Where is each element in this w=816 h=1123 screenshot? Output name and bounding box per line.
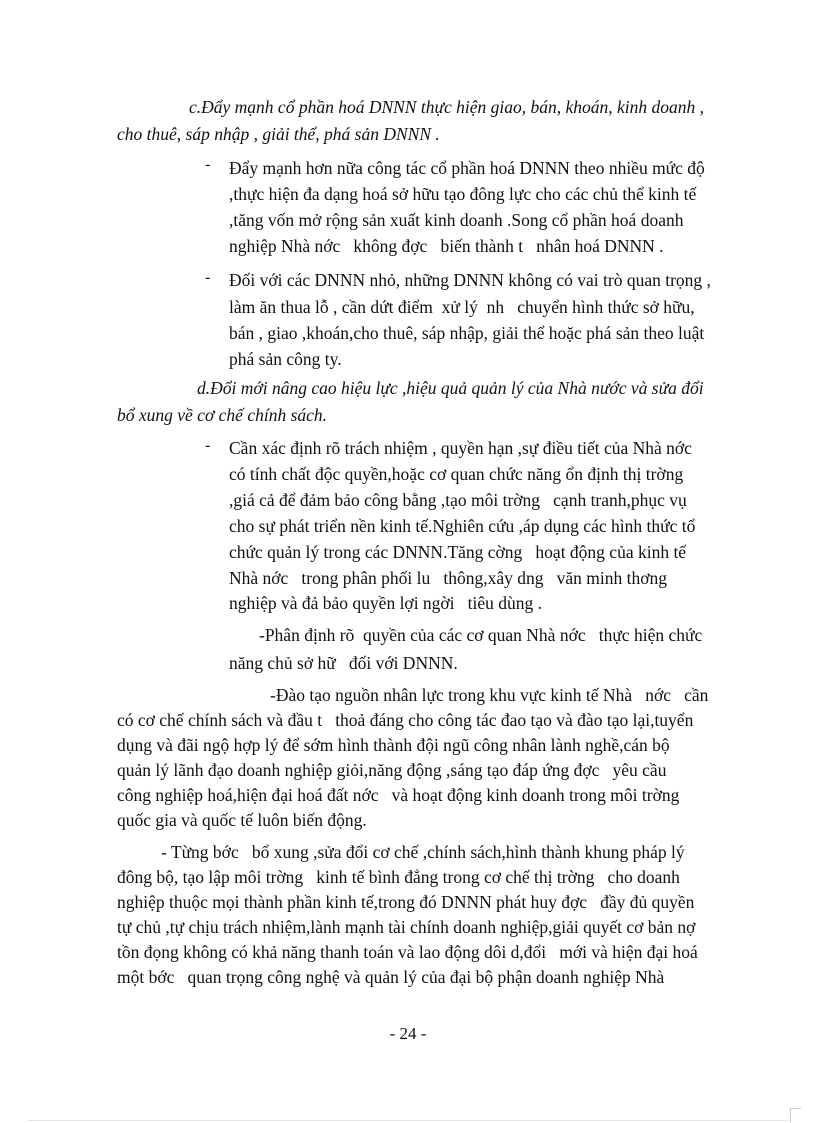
bullet-c2-line-1: Đối với các DNNN nhỏ, những DNNN không có vai trò quan trọng , xyxy=(229,270,711,290)
page-corner-mark xyxy=(790,1108,801,1123)
bullet-d1-line-6: Nhà nớc trong phân phối lu thông,xây dng văn minh thơng xyxy=(229,568,667,588)
para-daotao-line-1: -Đào tạo nguồn nhân lực trong khu vực kinh tế Nhà nớc cần xyxy=(270,685,709,705)
bullet-marker: - xyxy=(205,437,211,454)
para-phandinh-line-1: -Phân định rõ quyền của các cơ quan Nhà nớc thực hiện chức xyxy=(259,625,703,645)
bullet-c2-line-2: làm ăn thua lỗ , cần dứt điểm xử lý nh chuyển hình thức sở hữu, xyxy=(229,297,695,317)
para-tungbuoc-line-4: tự chủ ,tự chịu trách nhiệm,lành mạnh tài chính doanh nghiệp,giải quyết cơ bản nợ xyxy=(117,917,696,937)
para-tungbuoc-line-6: một bớc quan trọng công nghệ và quản lý của đại bộ phận doanh nghiệp Nhà xyxy=(117,967,665,987)
para-tungbuoc-line-3: nghiệp thuộc mọi thành phần kinh tế,trong đó DNNN phát huy đợc đầy đủ quyền xyxy=(117,892,695,912)
bullet-d1-line-7: nghiệp và đả bảo quyền lợi ngời tiêu dùng . xyxy=(229,593,543,613)
heading-d-line-2: bổ xung về cơ chế chính sách. xyxy=(117,405,328,425)
para-daotao-line-2: có cơ chế chính sách và đầu t thoả đáng cho công tác đao tạo và đào tạo lại,tuyển xyxy=(117,710,694,730)
page-number: - 24 - xyxy=(389,1024,427,1043)
bullet-c2-line-4: phá sản công ty. xyxy=(229,349,342,369)
bullet-marker: - xyxy=(205,269,211,286)
bullet-c1-line-1: Đẩy mạnh hơn nữa công tác cổ phần hoá DNNN theo nhiều mức độ xyxy=(229,158,705,178)
bullet-c1-line-4: nghiệp Nhà nớc không đợc biến thành t nhân hoá DNNN . xyxy=(229,236,664,256)
bullet-c1-line-3: ,tăng vốn mở rộng sản xuất kinh doanh .Song cổ phần hoá doanh xyxy=(229,210,684,230)
para-daotao-line-5: công nghiệp hoá,hiện đại hoá đất nớc và hoạt động kinh doanh trong môi trờng xyxy=(117,785,680,805)
para-daotao-line-4: quản lý lãnh đạo doanh nghiệp giỏi,năng động ,sáng tạo đáp ứng đợc yêu cầu xyxy=(117,760,667,780)
heading-d-line-1: d.Đổi mới nâng cao hiệu lực ,hiệu quả quản lý của Nhà nước và sửa đổi xyxy=(197,378,704,398)
bullet-d1-line-4: cho sự phát triển nền kinh tế.Nghiên cứu ,áp dụng các hình thức tổ xyxy=(229,516,696,536)
para-tungbuoc-line-5: tồn đọng không có khả năng thanh toán và lao động dôi d,đổi mới và hiện đại hoá xyxy=(117,942,698,962)
bullet-c2-line-3: bán , giao ,khoán,cho thuê, sáp nhập, giải thể hoặc phá sản theo luật xyxy=(229,323,705,343)
para-tungbuoc-line-1: - Từng bớc bổ xung ,sửa đổi cơ chế ,chính sách,hình thành khung pháp lý xyxy=(161,842,685,862)
bullet-d1-line-2: có tính chất độc quyền,hoặc cơ quan chức năng ổn định thị trờng xyxy=(229,464,684,484)
para-daotao-line-6: quốc gia và quốc tế luôn biến động. xyxy=(117,810,367,830)
para-phandinh-line-2: năng chủ sở hữ đối với DNNN. xyxy=(229,653,458,673)
para-daotao-line-3: dụng và đãi ngộ hợp lý để sớm hình thành đội ngũ công nhân lành nghề,cán bộ xyxy=(117,735,670,755)
bullet-c1-line-2: ,thực hiện đa dạng hoá sở hữu tạo đông lực cho các chủ thể kinh tế xyxy=(229,184,697,204)
page-bottom-divider xyxy=(28,1120,788,1121)
heading-c-line-1: c.Đẩy mạnh cổ phần hoá DNNN thực hiện giao, bán, khoán, kinh doanh , xyxy=(189,97,705,117)
bullet-marker: - xyxy=(205,156,211,173)
bullet-d1-line-3: ,giá cả để đảm bảo công bằng ,tạo môi trờng cạnh tranh,phục vụ xyxy=(229,490,687,510)
heading-c-line-2: cho thuê, sáp nhập , giải thể, phá sản DNNN . xyxy=(117,124,440,144)
para-tungbuoc-line-2: đông bộ, tạo lập môi trờng kinh tế bình đẳng trong cơ chế thị trờng cho doanh xyxy=(117,867,680,887)
bullet-d1-line-1: Cần xác định rõ trách nhiệm , quyền hạn ,sự điều tiết của Nhà nớc xyxy=(229,438,692,458)
bullet-d1-line-5: chức quản lý trong các DNNN.Tăng cờng hoạt động của kinh tế xyxy=(229,542,687,562)
